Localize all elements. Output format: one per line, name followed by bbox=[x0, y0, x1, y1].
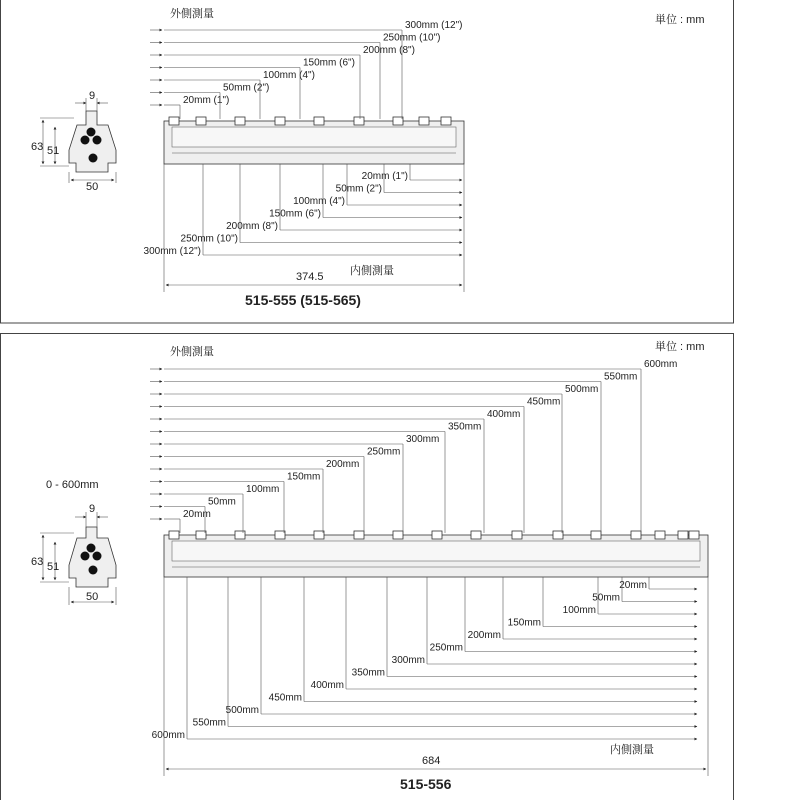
outside-step bbox=[150, 95, 229, 119]
bar-tick bbox=[196, 531, 206, 539]
bar-tick bbox=[354, 117, 364, 125]
outside-step bbox=[150, 45, 415, 119]
bar-tick bbox=[314, 117, 324, 125]
outside-step-label: 300mm (12") bbox=[405, 20, 463, 31]
profile-top-dim: 9 bbox=[89, 90, 96, 102]
bar-tick bbox=[689, 531, 699, 539]
cross-section-profile bbox=[31, 90, 116, 193]
outside-step-label: 150mm (6") bbox=[303, 57, 355, 69]
profile-height-inner-dim: 51 bbox=[47, 145, 60, 157]
outside-step-label: 20mm (1") bbox=[183, 95, 230, 106]
outside-step-label: 100mm (4") bbox=[263, 70, 315, 81]
outside-step-label: 150mm bbox=[287, 471, 321, 483]
outside-step-label: 100mm bbox=[246, 484, 280, 495]
unit-label: 単位 : mm bbox=[655, 341, 705, 353]
inside-step-label: 250mm bbox=[429, 642, 463, 654]
inside-steps bbox=[144, 164, 462, 257]
profile-top-dim: 9 bbox=[89, 503, 96, 515]
inside-step-label: 300mm bbox=[391, 655, 425, 666]
bar-tick bbox=[655, 531, 665, 539]
outside-steps bbox=[150, 20, 462, 119]
inside-step-label: 450mm bbox=[268, 692, 302, 704]
bar-tick bbox=[678, 531, 688, 539]
inside-step-label: 200mm bbox=[467, 630, 501, 641]
inside-step-label: 100mm bbox=[562, 605, 596, 616]
total-length: 374.5 bbox=[296, 271, 324, 283]
cross-section-profile bbox=[31, 503, 116, 605]
bar-tick bbox=[512, 531, 522, 539]
gauge-bar bbox=[164, 531, 708, 577]
outside-step-label: 250mm (10") bbox=[383, 32, 441, 44]
bar-tick bbox=[393, 117, 403, 125]
inside-step-label: 550mm bbox=[192, 717, 226, 729]
outside-step-label: 20mm bbox=[183, 509, 211, 520]
inside-step-label: 600mm bbox=[151, 730, 185, 741]
bar-tick bbox=[591, 531, 601, 539]
inside-step-label: 300mm (12") bbox=[143, 246, 201, 257]
outside-step-label: 300mm bbox=[406, 434, 440, 445]
bar-tick bbox=[471, 531, 481, 539]
bar-tick bbox=[169, 531, 179, 539]
inside-step-label: 20mm bbox=[619, 580, 647, 591]
inside-step-label: 100mm (4") bbox=[293, 196, 345, 207]
outside-step bbox=[150, 509, 211, 533]
bar-tick bbox=[354, 531, 364, 539]
profile-width-dim: 50 bbox=[86, 591, 99, 603]
total-length: 684 bbox=[422, 755, 441, 767]
profile-width-dim: 50 bbox=[86, 181, 99, 193]
bar-tick bbox=[235, 531, 245, 539]
total-length-dim bbox=[164, 164, 464, 292]
range-label: 0 - 600mm bbox=[46, 479, 99, 491]
outside-step-label: 50mm bbox=[208, 496, 236, 508]
outside-measure-label: 外側測量 bbox=[170, 346, 214, 358]
inside-step-label: 20mm (1") bbox=[361, 171, 408, 182]
outside-step bbox=[150, 459, 359, 533]
bar-tick bbox=[275, 531, 285, 539]
inside-step-label: 50mm (2") bbox=[335, 183, 382, 195]
outside-step-label: 350mm bbox=[448, 421, 482, 433]
outside-step bbox=[150, 484, 279, 533]
inside-measure-label: 内側測量 bbox=[350, 265, 394, 277]
outside-step-label: 550mm bbox=[604, 371, 638, 383]
model-number: 515-556 bbox=[400, 776, 452, 792]
outside-step-label: 450mm bbox=[527, 396, 561, 408]
outside-step-label: 200mm (8") bbox=[363, 45, 415, 56]
inside-step bbox=[362, 164, 462, 182]
panel-515-556 bbox=[1, 334, 734, 800]
inside-step-label: 150mm bbox=[507, 617, 541, 629]
profile-height-inner-dim: 51 bbox=[47, 561, 60, 573]
bar-tick bbox=[441, 117, 451, 125]
outside-step bbox=[150, 70, 315, 119]
bar-tick bbox=[169, 117, 179, 125]
gauge-bar bbox=[164, 117, 464, 164]
profile-height-total-dim: 63 bbox=[31, 141, 44, 153]
outside-step-label: 50mm (2") bbox=[223, 82, 270, 94]
bar-tick bbox=[631, 531, 641, 539]
bar-tick bbox=[419, 117, 429, 125]
outside-step-label: 400mm bbox=[487, 409, 521, 420]
profile-height-total-dim: 63 bbox=[31, 556, 44, 568]
bar-tick bbox=[275, 117, 285, 125]
bar-tick bbox=[393, 531, 403, 539]
inside-step-label: 350mm bbox=[351, 667, 385, 679]
inside-measure-label: 内側測量 bbox=[610, 744, 654, 756]
inside-step-label: 50mm bbox=[592, 592, 620, 604]
inside-step-label: 500mm bbox=[225, 705, 259, 716]
bar-tick bbox=[553, 531, 563, 539]
inside-step-label: 400mm bbox=[310, 680, 344, 691]
panel-515-555 bbox=[1, 0, 734, 323]
bar-tick bbox=[196, 117, 206, 125]
outside-measure-label: 外側測量 bbox=[170, 8, 214, 20]
outside-step-label: 200mm bbox=[326, 459, 360, 470]
outside-step-label: 250mm bbox=[367, 446, 401, 458]
inside-step-label: 200mm (8") bbox=[226, 221, 278, 232]
outside-step-label: 500mm bbox=[565, 384, 599, 395]
outside-steps bbox=[150, 359, 677, 533]
model-number: 515-555 (515-565) bbox=[245, 292, 361, 308]
inside-step bbox=[619, 577, 697, 591]
bar-tick bbox=[314, 531, 324, 539]
outside-step-label: 600mm bbox=[644, 359, 678, 370]
bar-tick bbox=[235, 117, 245, 125]
bar-tick bbox=[432, 531, 442, 539]
inside-steps bbox=[152, 577, 697, 741]
inside-step-label: 250mm (10") bbox=[180, 233, 238, 245]
unit-label: 単位 : mm bbox=[655, 14, 705, 26]
inside-step-label: 150mm (6") bbox=[269, 208, 321, 220]
